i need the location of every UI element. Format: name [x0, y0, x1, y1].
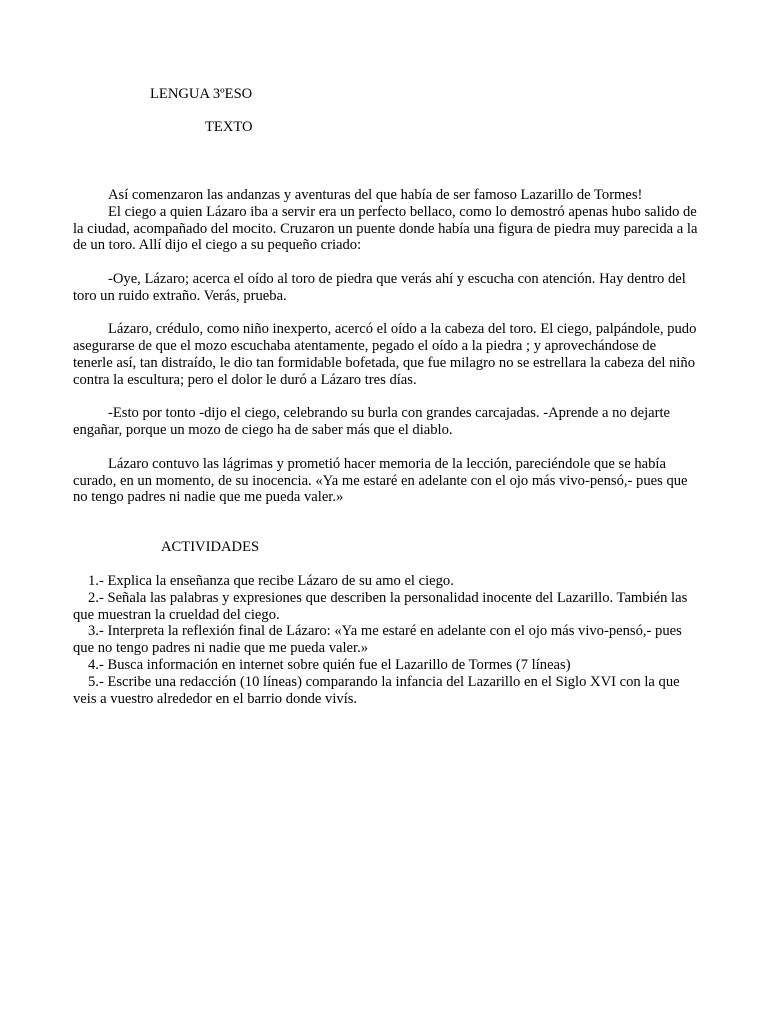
activity-item: 3.- Interpreta la reflexión final de Lázaro: «Ya me estaré en adelante con el ojo más vivo-pensó,- pues que no tengo padres ni nadie que me pueda valer.»: [73, 623, 682, 657]
paragraph: Lázaro, crédulo, como niño inexperto, acercó el oído a la cabeza del toro. El ciego, palpándole, pudo asegurarse de que el mozo escuchaba atentamente, pegado el oído a la piedra ; y aprovechándose de tenerle así, tan distraído, le dio tan formidable bofetada, que fue milagro no se estrellara la cabeza del niño contra la escultura; pero el dolor le duró a Lázaro tres días.: [73, 321, 697, 388]
activities-heading: ACTIVIDADES: [161, 539, 260, 555]
paragraph: -Oye, Lázaro; acerca el oído al toro de piedra que verás ahí y escucha con atención. Hay dentro del toro un ruido extraño. Verás, prueba.: [73, 270, 686, 304]
paragraph: -Esto por tonto -dijo el ciego, celebrando su burla con grandes carcajadas. -Aprende a no dejarte engañar, porque un mozo de ciego ha de saber más que el diablo.: [73, 405, 671, 439]
activity-item: 2.- Señala las palabras y expresiones que describen la personalidad inocente del Lazarillo. También las que muestran la crueldad del ciego.: [73, 589, 688, 623]
paragraph-gap: [73, 254, 698, 271]
activities-list: [73, 573, 698, 707]
paragraph: El ciego a quien Lázaro iba a servir era un perfecto bellaco, como lo demostró apenas hubo salido de la ciudad, acompañado del mocito. Cruzaron un puente donde había una figura de piedra muy parecida a la de un toro. Allí dijo el ciego a su pequeño criado:: [73, 203, 698, 254]
paragraph-gap: [73, 305, 698, 322]
reading-text: [73, 187, 698, 506]
paragraph-gap: [73, 389, 698, 406]
paragraph: Lázaro contuvo las lágrimas y prometió hacer memoria de la lección, pareciéndole que se había curado, en un momento, de su inocencia. «Ya me estaré en adelante con el ojo más vivo-pensó,- pues que no tengo padres ni nadie que me pueda valer.»: [73, 455, 688, 506]
subject-heading: LENGUA 3ºESO: [150, 86, 253, 102]
activity-item: 1.- Explica la enseñanza que recibe Lázaro de su amo el ciego.: [88, 573, 454, 589]
section-heading: TEXTO: [205, 119, 253, 135]
activity-item: 4.- Busca información en internet sobre quién fue el Lazarillo de Tormes (7 líneas): [88, 656, 571, 673]
activity-item: 5.- Escribe una redacción (10 líneas) comparando la infancia del Lazarillo en el Siglo XVI con la que veis a vuestro alrededor en el barrio donde vivís.: [73, 673, 680, 707]
paragraph: Así comenzaron las andanzas y aventuras del que había de ser famoso Lazarillo de Tormes!: [108, 187, 643, 203]
paragraph-gap: [73, 439, 698, 456]
